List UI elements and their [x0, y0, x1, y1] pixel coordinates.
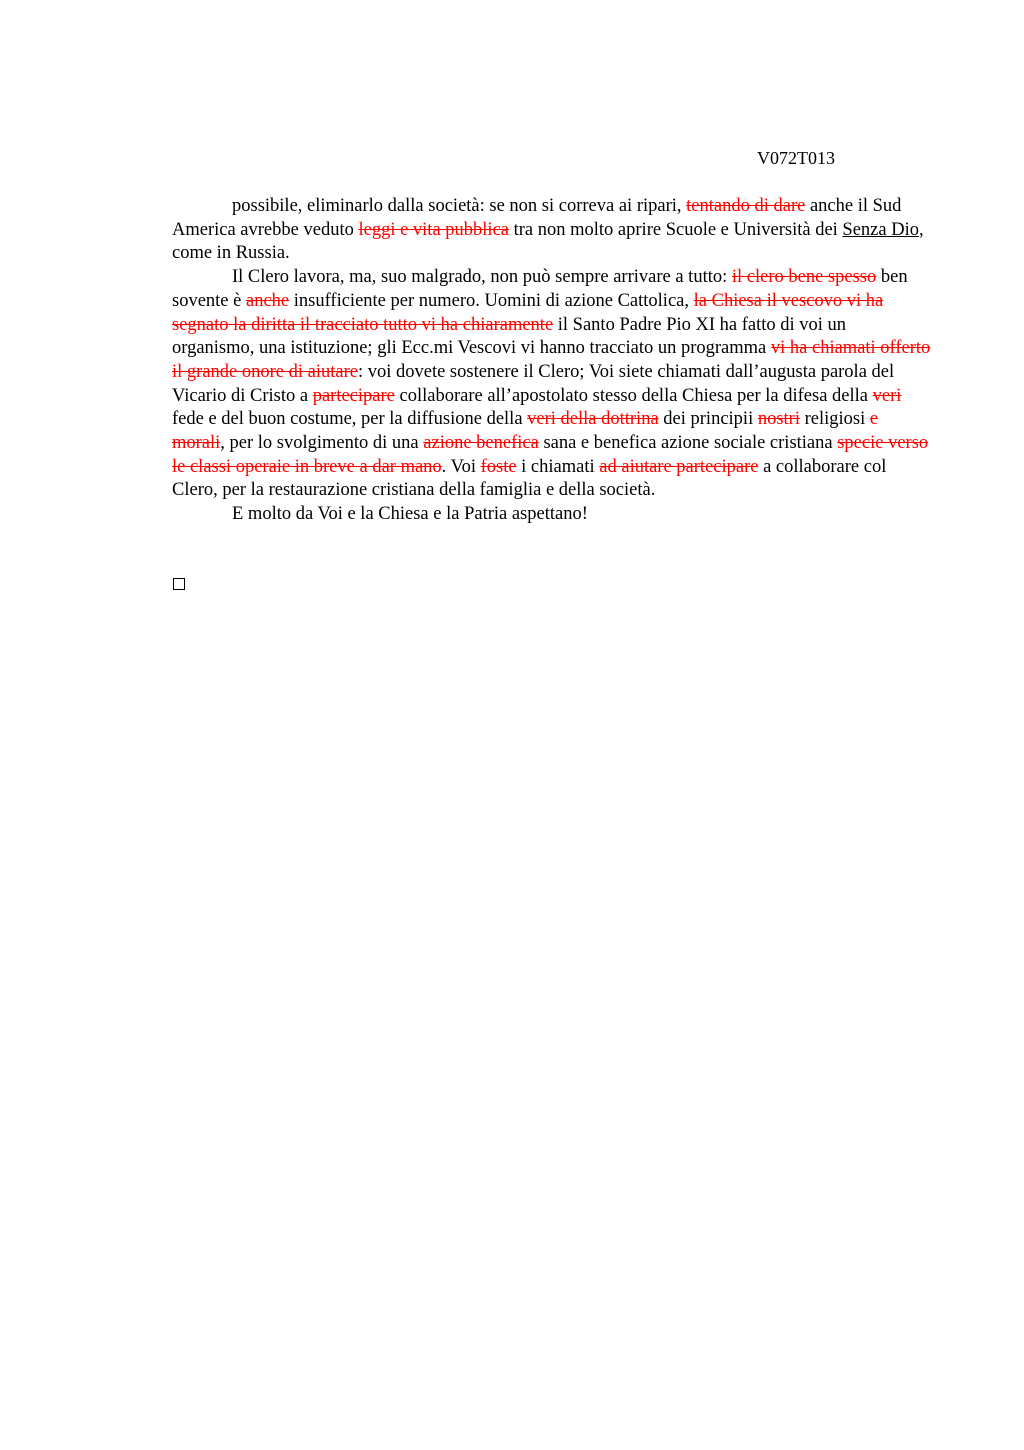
- deleted-text: veri: [872, 385, 902, 406]
- deleted-text: foste: [480, 456, 517, 477]
- paragraph-text: , come in Russia.: [172, 219, 924, 264]
- deleted-text: il clero bene spesso: [731, 267, 877, 288]
- document-id: V072T013: [757, 148, 835, 168]
- paragraph-text: fede e del buon costume, per la diffusione della: [172, 409, 528, 430]
- paragraph-text: i chiamati: [516, 456, 600, 477]
- deleted-text: e morali: [172, 409, 879, 454]
- paragraph: [172, 195, 932, 266]
- deleted-text: partecipare: [312, 385, 395, 406]
- deleted-text: ad aiutare partecipare: [599, 456, 759, 477]
- document-body: [172, 195, 932, 527]
- deleted-text: leggi e vita pubblica: [358, 219, 509, 240]
- deleted-text: vi ha chiamati offerto il grande onore di aiutare: [172, 338, 931, 382]
- deleted-text: specie verso le classi operaie in breve a dar mano: [172, 433, 929, 477]
- paragraph-text: a collaborare col Clero, per la restaurazione cristiana della famiglia e della società.: [172, 456, 887, 501]
- paragraph-text: ben sovente è: [172, 267, 908, 311]
- paragraph-text: sana e benefica azione sociale cristiana: [538, 433, 838, 454]
- deleted-text: azione benefica: [423, 433, 539, 454]
- underlined-text: Senza Dio: [842, 219, 919, 240]
- paragraph-text: anche il Sud America avrebbe veduto: [172, 196, 902, 240]
- paragraph-text: , per lo svolgimento di una: [220, 433, 424, 454]
- deleted-text: veri della dottrina: [527, 409, 659, 430]
- paragraph-text: religiosi: [799, 409, 870, 430]
- paragraph: [172, 503, 932, 527]
- paragraph-text: tra non molto aprire Scuole e Università dei: [509, 219, 843, 240]
- deleted-text: nostri: [757, 409, 800, 430]
- paragraph-text: insufficiente per numero. Uomini di azione Cattolica,: [289, 290, 694, 311]
- paragraph-text: Il Clero lavora, ma, suo malgrado, non può sempre arrivare a tutto:: [232, 267, 732, 288]
- deleted-text: tentando di dare: [686, 196, 806, 216]
- paragraph-text: il Santo Padre Pio XI ha fatto di voi un organismo, una istituzione; gli Ecc.mi Vescovi vi hanno tracciato un programma: [172, 314, 847, 359]
- paragraph-text: dei principii: [658, 409, 758, 430]
- paragraph-text: collaborare all’apostolato stesso della Chiesa per la difesa della: [394, 385, 873, 406]
- paragraph-text: E molto da Voi e la Chiesa e la Patria aspettano!: [232, 504, 588, 525]
- paragraph-text: possibile, eliminarlo dalla società: se non si correva ai ripari,: [232, 196, 687, 216]
- end-marker-box: [173, 578, 185, 590]
- paragraph-text: . Voi: [441, 456, 481, 477]
- deleted-text: anche: [245, 290, 290, 311]
- paragraph-text: : voi dovete sostenere il Clero; Voi siete chiamati dall’augusta parola del Vicario di Cristo a: [172, 361, 895, 406]
- paragraph: [172, 266, 932, 503]
- deleted-text: la Chiesa il vescovo vi ha segnato la diritta il tracciato tutto vi ha chiaramente: [172, 290, 884, 335]
